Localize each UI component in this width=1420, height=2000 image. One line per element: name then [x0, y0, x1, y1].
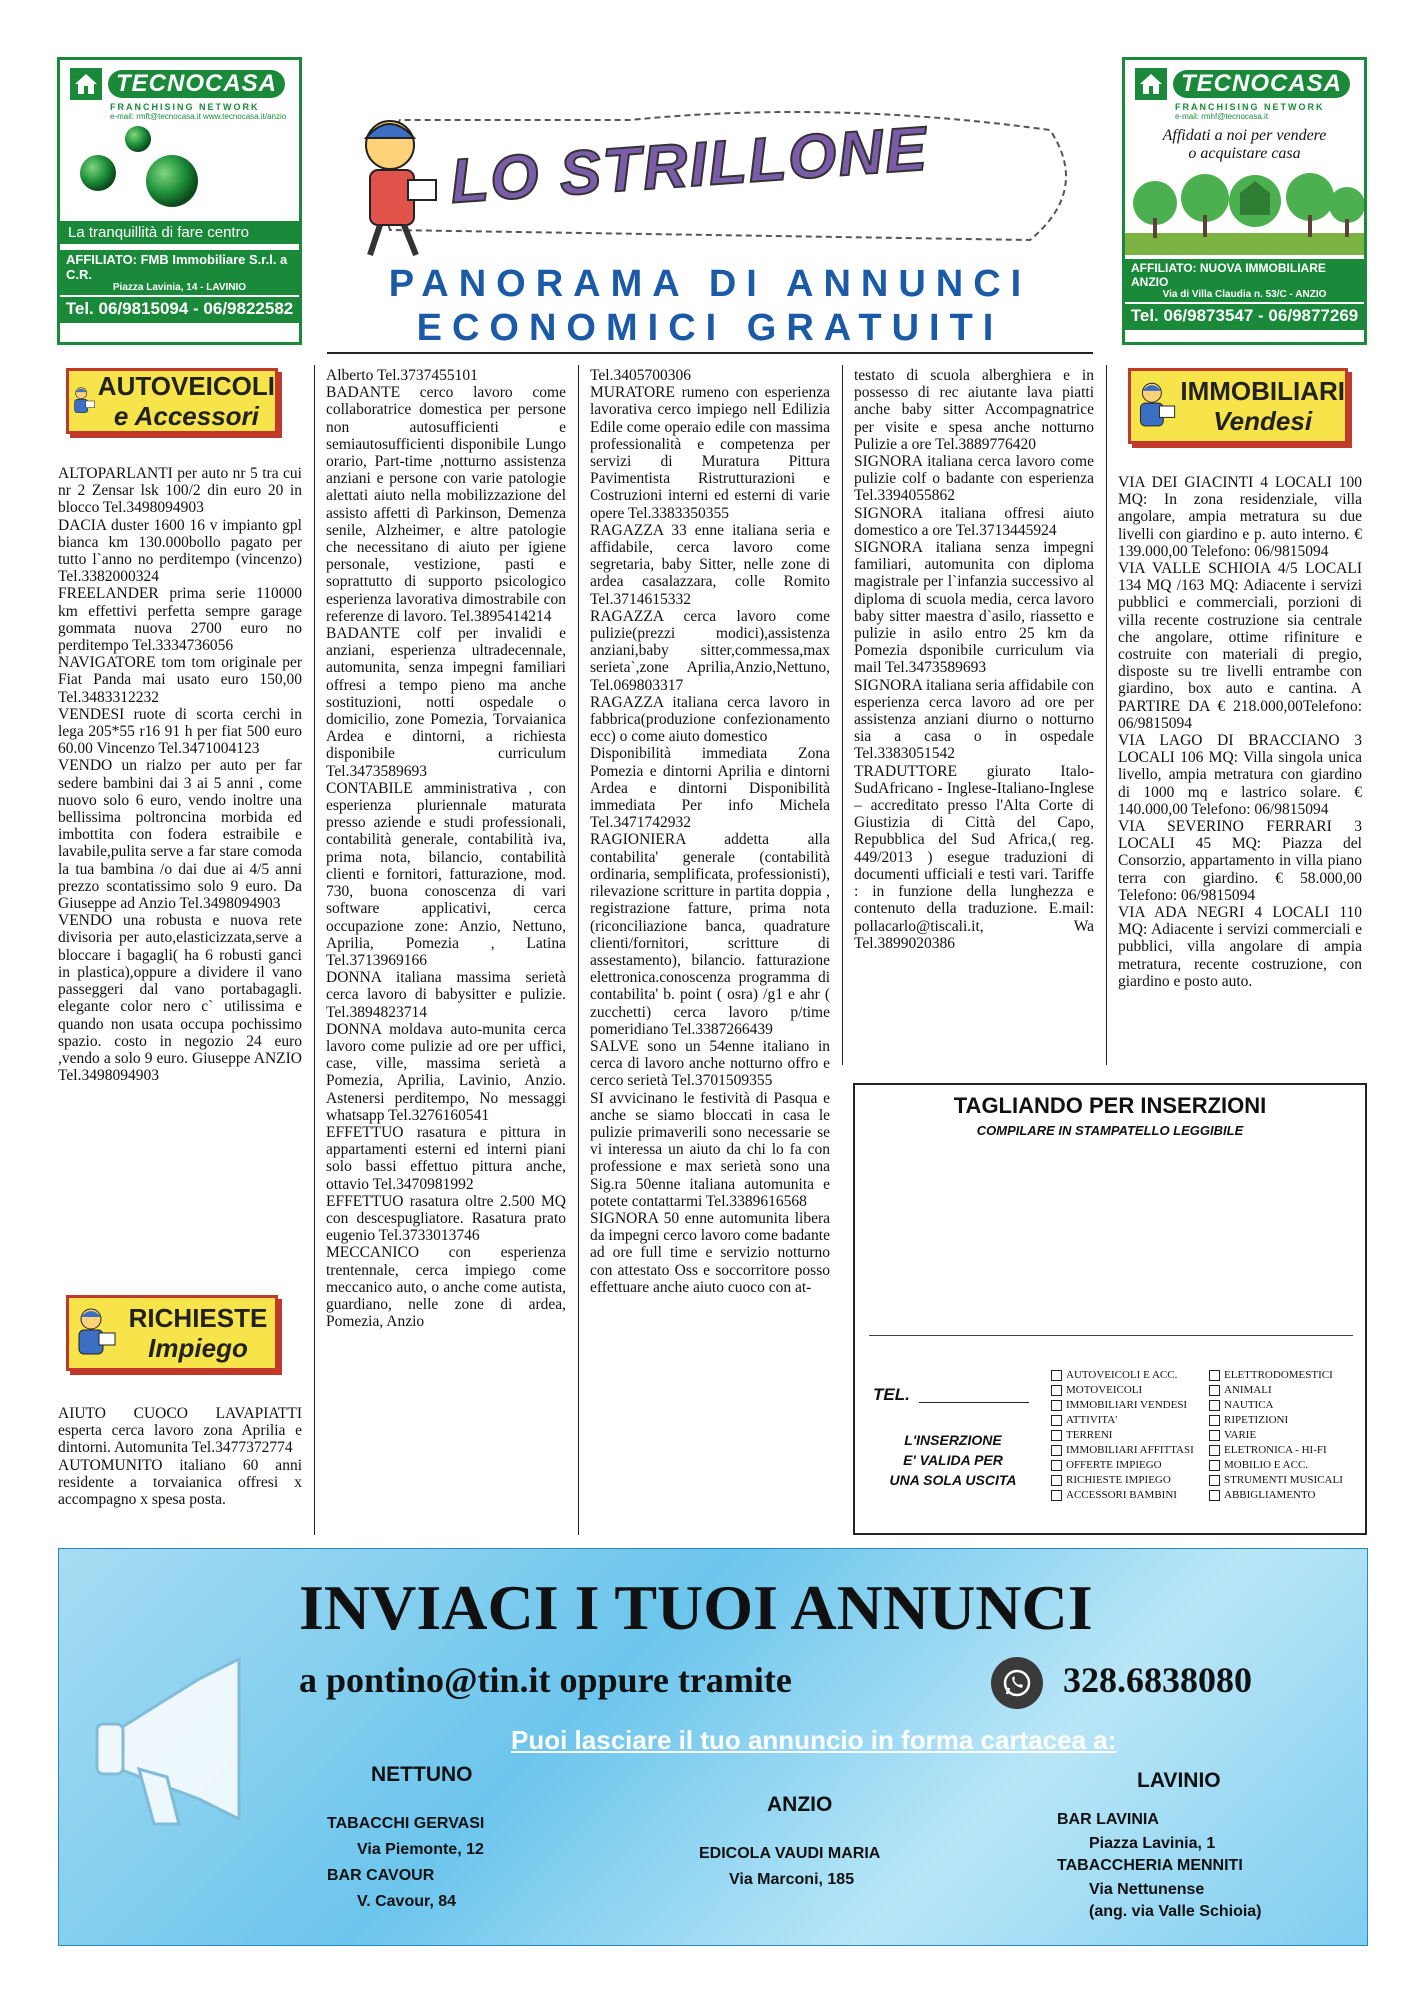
ad-text: SIGNORA italiana offresi aiuto domestico a ore Tel.3713445924 — [854, 504, 1094, 539]
checkbox[interactable] — [1209, 1490, 1220, 1501]
tagliando-form — [853, 1083, 1367, 1535]
banner-paper-note: Puoi lasciare il tuo annuncio in forma cartacea a: — [511, 1725, 1117, 1755]
category-label: VARIE — [1224, 1429, 1257, 1441]
masthead-subtitle-1: PANORAMA DI ANNUNCI — [388, 263, 1032, 305]
checkbox[interactable] — [1051, 1490, 1062, 1501]
shop-name: BAR CAVOUR — [327, 1867, 435, 1884]
ad-text: MECCANICO con esperienza trentennale, cerca impiego come meccanico auto, o anche come autista, guardiano, nelle zone di ardea, Pomezia, Anzio — [326, 1244, 566, 1331]
ad-text: Disponibilità immediata Zona Pomezia e dintorni Aprilia e dintorni Ardea e dintorni Disponibilità immediata Per info Michela Tel.3471742932 — [590, 745, 830, 832]
column-divider — [842, 365, 843, 1065]
ad-text: testato di scuola alberghiera e in possesso di rec aiutante lava piatti anche baby sitter Accompagnatrice per visite e spesa anche notturno Pulizie a ore Tel.3889776420 — [854, 367, 1094, 453]
checkbox[interactable] — [1209, 1385, 1220, 1396]
category-label: ELETRONICA - HI-FI — [1224, 1444, 1327, 1456]
megaphone-icon — [79, 1619, 279, 1859]
category-label: AUTOVEICOLI E ACC. — [1066, 1369, 1178, 1381]
category-label: ANIMALI — [1224, 1384, 1272, 1396]
email-label: e-mail: rmft@tecnocasa.it www.tecnocasa.it/anzio — [110, 112, 287, 121]
section-richieste — [66, 1295, 278, 1371]
checkbox[interactable] — [1051, 1370, 1062, 1381]
ad-text: SIGNORA italiana cerca lavoro come pulizie colf o badante con esperienza Tel.3394055862 — [854, 453, 1094, 505]
newsboy-mascot-icon — [69, 1298, 121, 1368]
city-lavinio: LAVINIO — [1137, 1769, 1221, 1792]
section-subtitle: e Accessori — [113, 401, 259, 431]
city-nettuno: NETTUNO — [371, 1763, 473, 1786]
ad-text: SIGNORA italiana seria affidabile con esperienza cerca lavoro ad ore per assistenza anziani diurno o notturno sia a casa o in ospedale Tel.3383051542 — [854, 676, 1094, 763]
shop-name: BAR LAVINIA — [1057, 1811, 1159, 1828]
shop-name: EDICOLA VAUDI MARIA — [699, 1845, 881, 1862]
column-divider — [314, 365, 315, 1535]
slogan-line-1: Affidati a noi per vendere — [1162, 127, 1327, 144]
validity-line: UNA SOLA USCITA — [889, 1472, 1017, 1488]
category-label: OFFERTE IMPIEGO — [1066, 1459, 1162, 1471]
checkbox[interactable] — [1209, 1475, 1220, 1486]
tagliando-subtitle: COMPILARE IN STAMPATELLO LEGGIBILE — [976, 1123, 1244, 1138]
tecnocasa-brand: TECNOCASA — [1173, 70, 1350, 98]
tecnocasa-phone: Tel. 06/9873547 - 06/9877269 — [1125, 302, 1364, 330]
newsboy-mascot — [366, 121, 436, 255]
slogan: La tranquillità di fare centro — [60, 221, 299, 244]
section-subtitle: Impiego — [148, 1333, 248, 1363]
section-title: AUTOVEICOLI — [97, 371, 275, 401]
section-immobiliari — [1128, 368, 1348, 444]
green-balls-image — [60, 121, 299, 221]
ad-text: EFFETTUO rasatura oltre 2.500 MQ con descespugliatore. Rasatura prato eugenio Tel.3733013746 — [326, 1192, 566, 1245]
ad-text: AUTOMUNITO italiano 60 anni residente a torvaianica offresi x accompagno x spesa posta. — [58, 1456, 302, 1509]
ad-text: SIGNORA italiana senza impegni familiari, automunita con diploma magistrale per l`infanzia successivo al diploma di scuola media, cerca lavoro baby sitter maestra d`asilo, riassetto e pulizie in asilo entro 25 km da Pomezia dsponibile curriculum via mail Tel.3473589693 — [854, 539, 1094, 677]
shop-name: TABACCHERIA MENNITI — [1057, 1857, 1243, 1874]
ad-text: DONNA italiana massima serietà cerca lavoro di babysitter e pulizie. Tel.3894823714 — [326, 969, 566, 1021]
checkbox[interactable] — [1209, 1415, 1220, 1426]
tecnocasa-brand: TECNOCASA — [108, 70, 285, 98]
checkbox[interactable] — [1051, 1400, 1062, 1411]
tel-label: TEL. — [873, 1385, 910, 1404]
ad-text: SI avvicinano le festività di Pasqua e anche se siamo bloccati in casa le pulizie primaverili sono necessarie se vi interessa un aiuto da chi lo fa con professione e max serietà sono una Sig.ra 50enne italiana automunita e potete contattarmi Tel.3389616568 — [590, 1089, 830, 1210]
ad-text: EFFETTUO rasatura e pittura in appartamenti esterni ed interni piani solo bassi effettuo pittura anche, ottavio Tel.3470981992 — [326, 1123, 566, 1193]
column-4 — [854, 367, 1094, 1067]
category-label: MOTOVEICOLI — [1066, 1384, 1143, 1396]
ad-text: RAGAZZA cerca lavoro come pulizie(prezzi modici),assistenza anziani,baby sitter,commessa,max serieta`,zone Aprilia,Anzio,Nettuno, Tel.069803317 — [590, 607, 830, 694]
banner-email-line: a pontino@tin.it oppure tramite — [299, 1660, 792, 1700]
ad-text: FREELANDER prima serie 110000 km effettivi perfetta sempre garage gommata nuova 2700 euro no perditempo Tel.3334736056 — [58, 585, 302, 655]
banner-headline: INVIACI I TUOI ANNUNCI — [299, 1572, 1093, 1643]
checkbox[interactable] — [1051, 1385, 1062, 1396]
ad-text: VIA LAGO DI BRACCIANO 3 LOCALI 106 MQ: Villa singola unica livello, ampia metratura con giardino di 1000 mq e lastrico solare. € 140.000,00 Telefono: 06/9815094 — [1118, 732, 1362, 818]
ad-text: BADANTE colf per invalidi e anziani, esperienza ultradecennale, automunita, senza impegni familiari offresi a tempo pieno ma anche sostituzioni, notti ospedale o domicilio, zone Pomezia, Torvaianica Ardea e dintorni, a richiesta disponibile curriculum Tel.3473589693 — [326, 625, 566, 780]
email-label: e-mail: rmhf@tecnocasa.it — [1175, 112, 1269, 121]
ad-text: VIA VALLE SCHIOIA 4/5 LOCALI 134 MQ /163 MQ: Adiacente i servizi pubblici e commerciali, porzioni di villa recente costruzione sia centrale che angolare, ottime rifiniture e costruite con materiali di pregio, disposte su tre livelli entrambe con giardino, box auto e cantina. A PARTIRE DA € 218.000,00Telefono: 06/9815094 — [1118, 560, 1362, 732]
column-3 — [590, 367, 830, 1535]
category-label: IMMOBILIARI AFFITTASI — [1066, 1444, 1194, 1456]
house-icon — [1135, 68, 1167, 100]
banner-phone: 328.6838080 — [1063, 1660, 1252, 1700]
shop-address: Piazza Lavinia, 1 — [1089, 1835, 1216, 1852]
shop-address: (ang. via Valle Schioia) — [1089, 1903, 1262, 1920]
ad-text: MURATORE rumeno con esperienza lavorativa cerco impiego nell Edilizia Edile come operaio edile con massima professionalità e competenza per servizi di Muratura Pittura Pavimentista Ristrutturazioni e Costruzioni interni ed esterni di varie opere Tel.3383350355 — [590, 384, 830, 522]
house-icon — [70, 68, 102, 100]
checkbox[interactable] — [1051, 1445, 1062, 1456]
category-label: RIPETIZIONI — [1224, 1414, 1289, 1426]
section-subtitle: Vendesi — [1213, 406, 1313, 436]
ad-text: DONNA moldava auto-munita cerca lavoro come pulizie ad ore per uffici, case, ville, massima serietà a Pomezia, Aprilia, Lavinio, Anzio. Astenersi perditempo, No messaggi whatsapp Tel.3276160541 — [326, 1020, 566, 1124]
column-2 — [326, 367, 566, 1535]
category-label: MOBILIO E ACC. — [1224, 1459, 1309, 1471]
ad-text: VENDESI ruote di scorta cerchi in lega 205*55 r16 91 h per fiat 500 euro 60.00 Vincenzo Tel.3471004123 — [58, 705, 302, 758]
ad-text: Tel.3405700306 — [590, 367, 691, 384]
network-label: FRANCHISING NETWORK — [110, 102, 260, 112]
category-label: ABBIGLIAMENTO — [1224, 1489, 1316, 1501]
column-richieste — [58, 1405, 302, 1530]
ad-text: VENDO un rialzo per auto per far sedere bambini dai 3 ai 5 anni , come nuovo solo 6 euro, vendo inoltre una bellissima poltroncina morbida ed imbottita con fodera estraibile e lavabile,pulita serve a far stare comoda la tua bambina /o dai due ai 4/5 anni prezzo scontatissimo solo 9 euro. Da Giuseppe ad Anzio Tel.3498094903 — [58, 757, 302, 913]
tecnocasa-ad-right — [1122, 57, 1367, 345]
ad-text: RAGAZZA italiana cerca lavoro in fabbrica(produzione confezionamento ecc) o come aiuto domestico — [590, 693, 830, 746]
affiliato-label: AFFILIATO: NUOVA IMMOBILIARE ANZIO — [1131, 261, 1326, 289]
masthead-logo — [330, 90, 1090, 260]
category-label: ELETTRODOMESTICI — [1224, 1369, 1333, 1381]
ad-text: BADANTE cerco lavoro come collaboratrice domestica per persone non autosufficienti e semiautosufficienti disponibile Lungo orario, Part-time ,notturno assistenza anziani e persone con varie patologie alettati aiuto nella mobilizzazione del assisto affetti dì Parkinson, Demenza senile, Alzheimer, e altre patologie che necessitano di aiuto per igiene personale, vestizione, pasti e soprattutto di supporto psicologico esperienza lavorativa dimostrabile con referenze di lavoro. Tel.3895414214 — [326, 384, 566, 625]
column-divider — [1106, 365, 1107, 1065]
tecnocasa-phone: Tel. 06/9815094 - 06/9822582 — [60, 295, 299, 323]
checkbox[interactable] — [1209, 1400, 1220, 1411]
ad-text: CONTABILE amministrativa , con esperienza pluriennale maturata presso aziende e studi professionali, contabilità generale, contabilità iva, prima nota, bilancio, contabilità clienti e fornitori, fatturazione, mod. 730, buona conoscenza di vari software applicativi, cerca occupazione zone: Anzio, Nettuno, Aprilia, Pomezia , Latina Tel.3713969166 — [326, 779, 566, 969]
ad-text: SALVE sono un 54enne italiano in cerca di lavoro anche notturno offro e cerco serietà Tel.3701509355 — [590, 1037, 830, 1090]
checkbox[interactable] — [1209, 1430, 1220, 1441]
submit-ads-banner — [58, 1548, 1368, 1946]
category-label: STRUMENTI MUSICALI — [1224, 1474, 1343, 1486]
validity-line: L'INSERZIONE — [904, 1432, 1002, 1448]
column-autoveicoli — [58, 465, 302, 1280]
categories-left — [1051, 1368, 1201, 1503]
ad-text: Alberto Tel.3737455101 — [326, 367, 478, 384]
section-title: IMMOBILIARI — [1180, 376, 1345, 406]
ad-text: AIUTO CUOCO LAVAPIATTI esperta cerca lavoro zona Aprilia e dintorni. Automunita Tel.3477372774 — [58, 1405, 302, 1457]
category-label: TERRENI — [1066, 1429, 1113, 1441]
tel-input-line[interactable] — [919, 1401, 1029, 1403]
category-label: IMMOBILIARI VENDESI — [1066, 1399, 1188, 1411]
ad-text: RAGIONIERA addetta alla contabilita' generale (contabilità ordinaria, semplificata, professionisti), rilevazione scritture in partita doppia , registrazione fatture, prima nota (riconciliazione banca, quadrature clienti/fornitori, scritture di assestamento), bilancio. fatturazione elettronica.conoscenza programma di contabilita' b. point ( osra) /g1 e ahr ( zucchetti) cerca lavoro p/time pomeridiano Tel.3387266439 — [590, 831, 830, 1038]
checkbox[interactable] — [1051, 1460, 1062, 1471]
masthead-title: LO STRILLONE — [448, 114, 931, 217]
ad-text: NAVIGATORE tom tom originale per Fiat Panda mai usato euro 150,00 Tel.3483312232 — [58, 654, 302, 706]
slogan-line-2: o acquistare casa — [1188, 145, 1301, 162]
newsboy-mascot-icon — [69, 371, 98, 431]
category-label: ATTIVITA' — [1066, 1414, 1118, 1426]
network-label: FRANCHISING NETWORK — [1175, 102, 1325, 112]
text-line — [869, 1335, 1353, 1336]
checkbox[interactable] — [1209, 1460, 1220, 1471]
checkbox[interactable] — [1051, 1415, 1062, 1426]
checkbox[interactable] — [1051, 1430, 1062, 1441]
city-anzio: ANZIO — [767, 1793, 833, 1816]
ad-text: TRADUTTORE giurato Italo-SudAfricano - Inglese-Italiano-Inglese – accreditato presso l'Alta Corte di Giustizia di Città del Capo, Repubblica del Sud Africa,( reg. 449/2013 ) esegue traduzioni di documenti ufficiali e testi vari. Tariffe : in funzione della lunghezza e contenuto della traduzione. E.mail: pollacarlo@tiscali.it, Wa Tel.3899020386 — [854, 762, 1094, 952]
category-label: RICHIESTE IMPIEGO — [1066, 1474, 1171, 1486]
section-title: RICHIESTE — [128, 1303, 268, 1333]
ad-text: VENDO una robusta e nuova rete divisoria per auto,elasticizzata,serve a bloccare i bagagli( ha 6 robusti ganci in plastica),oppure a dividere il vano passeggeri dal vano portabagagli. elegante color nero c` utilissima e quando non usata occupa pochissimo spazio. costo in negozio 24 euro ,vendo a solo 9 euro. Giuseppe ANZIO Tel.3498094903 — [58, 912, 302, 1085]
affiliato-address: Via di Villa Claudia n. 53/C - ANZIO — [1162, 289, 1327, 300]
shop-address: Via Piemonte, 12 — [357, 1841, 484, 1858]
category-label: NAUTICA — [1224, 1399, 1274, 1411]
affiliato-address: Piazza Lavinia, 14 - LAVINIO — [112, 282, 247, 293]
categories-right — [1209, 1368, 1359, 1503]
shop-address: Via Nettunense — [1089, 1881, 1205, 1898]
shop-name: TABACCHI GERVASI — [327, 1815, 485, 1832]
trees-image — [1125, 163, 1364, 255]
ad-text: SIGNORA 50 enne automunita libera da impegni cerco lavoro come badante ad ore full time e servizio notturno con attestato Oss e soccorritore posso effettuare anche aiuto cuoco con at- — [590, 1209, 830, 1296]
ad-text: VIA ADA NEGRI 4 LOCALI 110 MQ: Adiacente i servizi commerciali e pubblici, villa angolare di ampia metratura, recente costruzione, con giardino e posto auto. — [1118, 904, 1362, 990]
ad-text: VIA SEVERINO FERRARI 3 LOCALI 45 MQ: Piazza del Consorzio, appartamento in villa piano terra con giardino. € 58.000,00 Telefono: 06/9815094 — [1118, 818, 1362, 904]
category-label: ACCESSORI BAMBINI — [1066, 1489, 1177, 1501]
checkbox[interactable] — [1209, 1445, 1220, 1456]
whatsapp-icon — [991, 1657, 1043, 1709]
ad-text: ALTOPARLANTI per auto nr 5 tra cui nr 2 Zensar lsk 100/2 din euro 20 in blocco Tel.3498094903 — [58, 465, 302, 517]
header-rule — [327, 352, 1093, 354]
affiliato-label: AFFILIATO: FMB Immobiliare S.r.l. a C.R. — [66, 252, 288, 282]
shop-address: V. Cavour, 84 — [357, 1893, 457, 1910]
shop-address: Via Marconi, 185 — [729, 1871, 855, 1888]
validity-note — [873, 1430, 1033, 1490]
column-immobiliari — [1118, 474, 1362, 1070]
masthead-subtitle-2: ECONOMICI GRATUITI — [416, 307, 1004, 349]
ad-text: VIA DEI GIACINTI 4 LOCALI 100 MQ: In zona residenziale, villa angolare, ampia metratura su due livelli con giardino e p. auto interno. € 139.000,00 Telefono: 06/9815094 — [1118, 474, 1362, 560]
ad-text: DACIA duster 1600 16 v impianto gpl bianca km 130.000bollo pagato per tutto l`anno no perditempo (vincenzo) Tel.3382000324 — [58, 516, 302, 586]
checkbox[interactable] — [1051, 1475, 1062, 1486]
newsboy-mascot-icon — [1131, 371, 1180, 441]
tecnocasa-ad-left — [57, 57, 302, 345]
section-autoveicoli — [66, 368, 278, 434]
checkbox[interactable] — [1209, 1370, 1220, 1381]
tagliando-title: TAGLIANDO PER INSERZIONI — [953, 1093, 1267, 1118]
validity-line: E' VALIDA PER — [903, 1452, 1003, 1468]
ad-text: RAGAZZA 33 enne italiana seria e affidabile, cerca lavoro come segretaria, baby Sitter, nelle zone di ardea casalazzara, colle Romito Tel.3714615332 — [590, 521, 830, 608]
column-divider — [578, 365, 579, 1535]
